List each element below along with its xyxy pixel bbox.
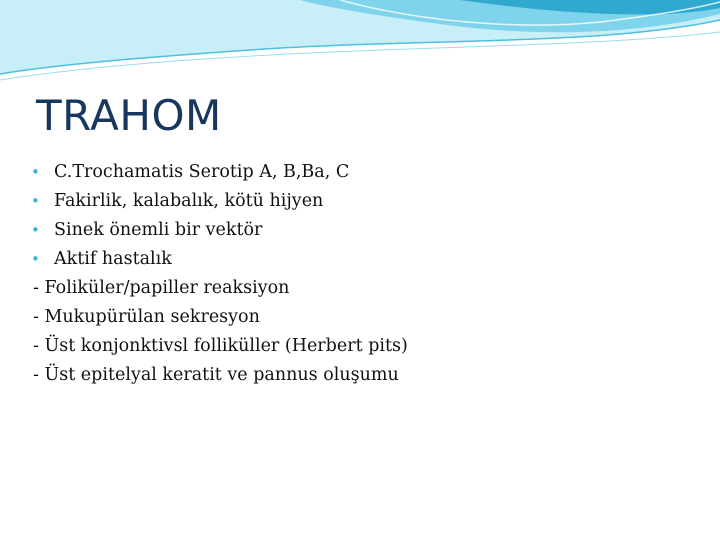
- bullet-text: C.Trochamatis Serotip A, B,Ba, C: [54, 162, 350, 182]
- bullet-list: [30, 158, 690, 274]
- bullet-dot-icon: •: [31, 192, 40, 210]
- bullet-item: [30, 216, 690, 245]
- bullet-dot-icon: •: [31, 221, 40, 239]
- sub-item-list: [30, 274, 690, 390]
- sub-item: - Üst konjonktivsl folliküller (Herbert pits): [33, 336, 408, 356]
- bullet-item: [30, 187, 690, 216]
- sub-item: - Üst epitelyal keratit ve pannus oluşumu: [33, 365, 399, 385]
- bullet-text: Sinek önemli bir vektör: [54, 220, 263, 240]
- slide-title: TRAHOM: [36, 91, 222, 140]
- bullet-item: [30, 245, 690, 274]
- bullet-dot-icon: •: [31, 163, 40, 181]
- bullet-text: Aktif hastalık: [54, 249, 172, 269]
- header-wave-decoration: [0, 0, 720, 90]
- slide-body: [30, 158, 690, 390]
- sub-item: - Mukupürülan sekresyon: [33, 307, 260, 327]
- bullet-item: [30, 158, 690, 187]
- bullet-dot-icon: •: [31, 250, 40, 268]
- bullet-text: Fakirlik, kalabalık, kötü hijyen: [54, 191, 324, 211]
- sub-item: - Foliküler/papiller reaksiyon: [33, 278, 290, 298]
